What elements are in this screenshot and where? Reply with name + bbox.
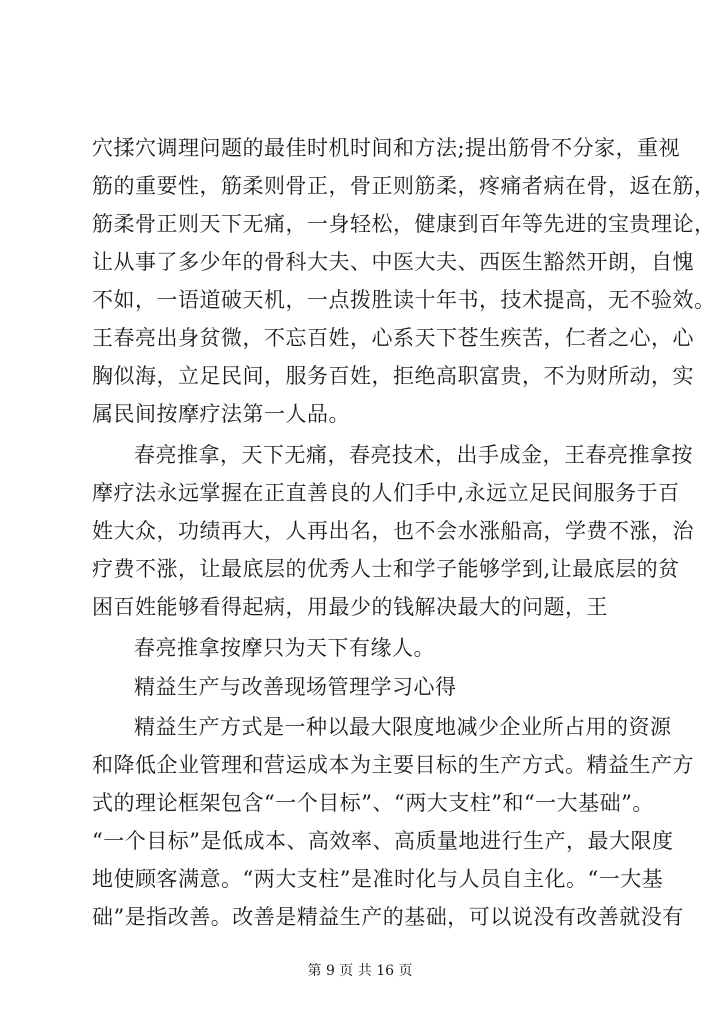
text-line-5: 不如，一语道破天机，一点拨胜读十年书，技术提高，无不验效。 [92, 288, 716, 312]
text-line-20: 地使顾客满意。“两大支柱”是准时化与人员自主化。“一大基 [92, 867, 664, 891]
text-line-11: 姓大众，功绩再大，人再出名，也不会水涨船高，学费不涨，治 [92, 519, 694, 543]
page-number-footer: 第 9 页 共 16 页 [307, 963, 413, 979]
text-line-1: 穴揉穴调理问题的最佳时机时间和方法;提出筋骨不分家，重视 [92, 136, 681, 160]
text-line-7: 胸似海，立足民间，服务百姓，拒绝高职富贵，不为财所动，实 [92, 364, 694, 388]
text-line-9: 春亮推拿，天下无痛，春亮技术，出手成金，王春亮推拿按 [134, 443, 693, 467]
text-line-10: 摩疗法永远掌握在正直善良的人们手中,永远立足民间服务于百 [92, 481, 680, 505]
text-line-14: 春亮推拿按摩只为天下有缘人。 [134, 636, 435, 660]
text-line-4: 让从事了多少年的骨科大夫、中医大夫、西医生豁然开朗，自愧 [92, 250, 694, 274]
text-line-6: 王春亮出身贫微，不忘百姓，心系天下苍生疾苦，仁者之心，心 [92, 326, 694, 350]
text-line-8: 属民间按摩疗法第一人品。 [92, 402, 350, 426]
text-line-12: 疗费不涨，让最底层的优秀人士和学子能够学到,让最底层的贫 [92, 557, 680, 581]
text-line-19: “一个目标”是低成本、高效率、高质量地进行生产，最大限度 [92, 829, 674, 853]
text-line-3: 筋柔骨正则天下无痛，一身轻松，健康到百年等先进的宝贵理论， [92, 212, 716, 236]
text-line-17: 和降低企业管理和营运成本为主要目标的生产方式。精益生产方 [92, 753, 694, 777]
text-line-2: 筋的重要性，筋柔则骨正，骨正则筋柔，疼痛者病在骨，返在筋， [92, 174, 716, 198]
text-line-16: 精益生产方式是一种以最大限度地减少企业所占用的资源 [134, 715, 672, 739]
section-heading: 精益生产与改善现场管理学习心得 [134, 675, 457, 699]
text-line-21: 础”是指改善。改善是精益生产的基础，可以说没有改善就没有 [92, 905, 684, 929]
text-line-13: 困百姓能够看得起病，用最少的钱解决最大的问题，王 [92, 595, 608, 619]
text-line-18: 式的理论框架包含“一个目标”、“两大支柱”和“一大基础”。 [92, 791, 654, 815]
